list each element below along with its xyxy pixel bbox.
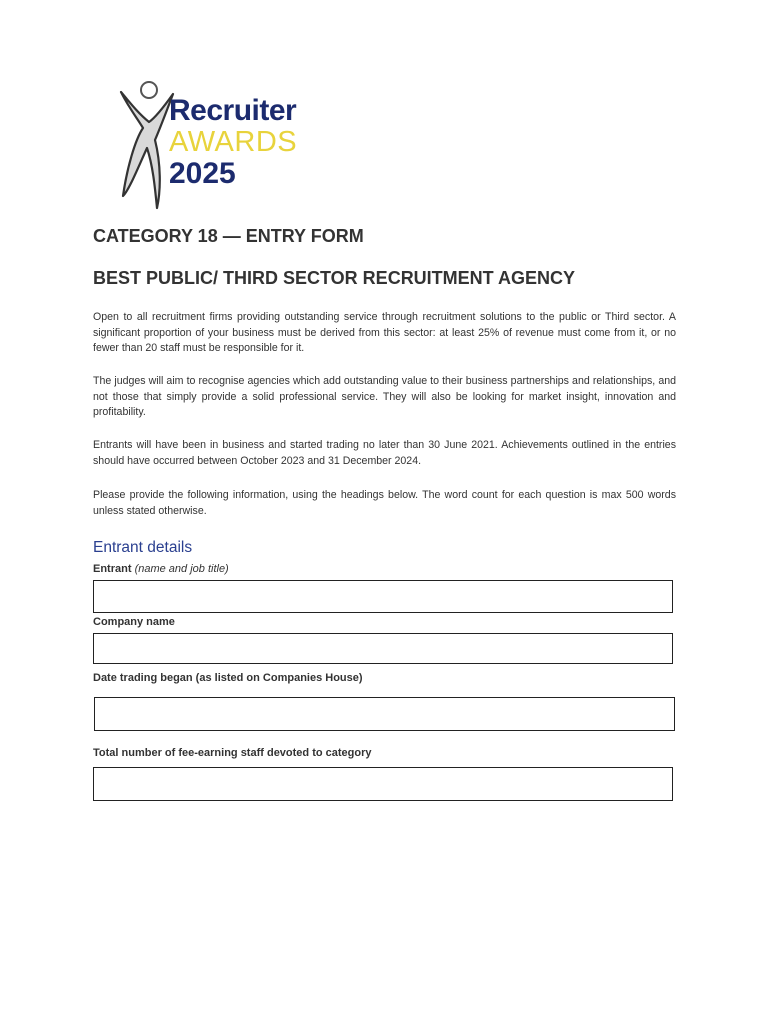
figure-logo-icon xyxy=(117,78,177,213)
entrant-label-note: (name and job title) xyxy=(134,563,229,575)
staff-count-field[interactable] xyxy=(93,767,673,801)
logo-recruiter-text: Recruiter xyxy=(169,94,297,127)
recruiter-awards-logo xyxy=(117,78,317,213)
entrant-label-text: Entrant xyxy=(93,563,132,575)
entrant-field[interactable] xyxy=(93,580,673,613)
date-trading-label: Date trading began (as listed on Companies House) xyxy=(93,672,363,684)
company-name-label: Company name xyxy=(93,616,175,628)
staff-count-label: Total number of fee-earning staff devoted to category xyxy=(93,747,372,759)
entrant-details-heading: Entrant details xyxy=(93,539,193,556)
logo-year-text: 2025 xyxy=(169,157,236,190)
eligibility-paragraph: Entrants will have been in business and started trading no later than 30 June 2021. Achievements outlined in the entries should have occurred between October 2023 and 31 December 2024. xyxy=(93,439,676,467)
judging-paragraph: The judges will aim to recognise agencies which add outstanding value to their business partnerships and relationships, and not those that simply provide a solid professional service. They will also be looking for market insight, innovation and profitability. xyxy=(93,375,676,418)
category-heading: CATEGORY 18 — ENTRY FORM xyxy=(93,226,364,246)
logo-awards-text: AWARDS xyxy=(169,126,298,158)
entrant-label xyxy=(93,563,229,575)
instructions-paragraph: Please provide the following information, using the headings below. The word count for each question is max 500 words unless stated otherwise. xyxy=(93,489,676,517)
company-name-field[interactable] xyxy=(93,633,673,664)
intro-paragraph: Open to all recruitment firms providing outstanding service through recruitment solutions to the public or Third sector. A significant proportion of your business must be derived from this sector: at least 25% of revenue must come from it, or no fewer than 20 staff must be responsible for it. xyxy=(93,311,676,354)
category-title: BEST PUBLIC/ THIRD SECTOR RECRUITMENT AGENCY xyxy=(93,268,576,288)
date-trading-field[interactable] xyxy=(94,697,675,731)
